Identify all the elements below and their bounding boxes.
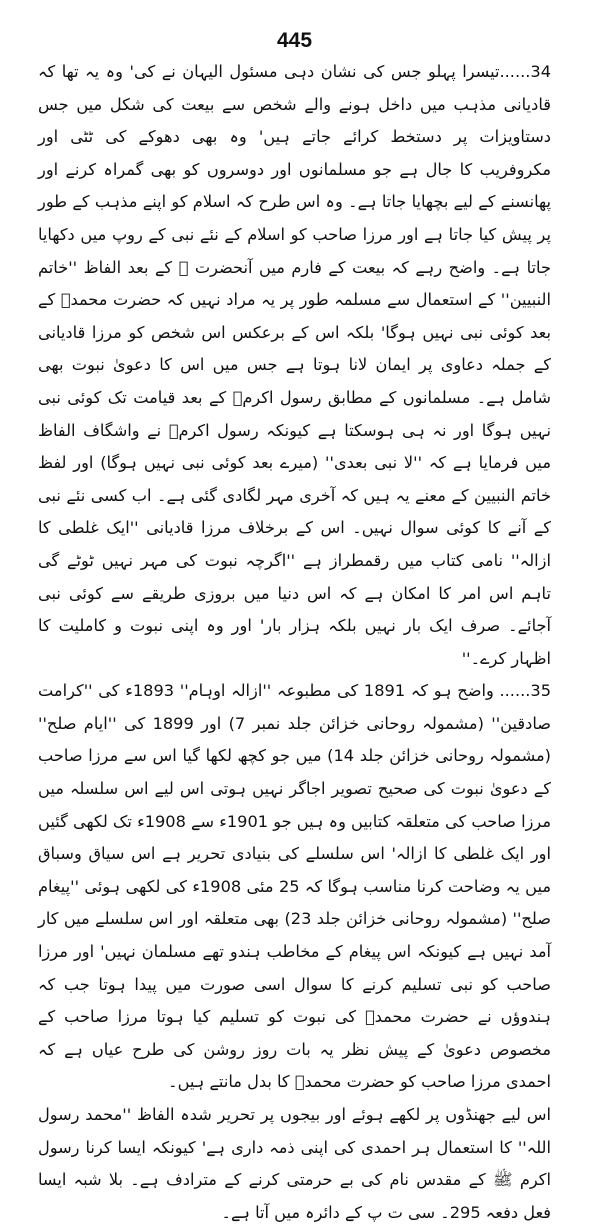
paragraph-34: 34......تیسرا پہلو جس کی نشان دہی مسئول الیہان نے کی' وہ یہ تھا کہ قادیانی مذہب میں داخل ہونے والے شخص سے بیعت کی شکل میں جس دستاویزات پر دستخط کرائے جاتے ہیں' وہ بھی دھوکے کی ٹٹی اور مکروفریب کا جال ہے جو مسلمانوں اور دوسروں کو بھی گمراہ کرنے اور پھانسنے کے لیے بچھایا جاتا ہے۔ وہ اس طرح کہ اسلام کو اپنے مذہب کے طور پر پیش کیا جاتا ہے اور مرزا صاحب کو اسلام کے نئے نبی کے روپ میں دکھایا جاتا ہے۔ واضح رہے کہ بیعت کے فارم میں آنحضرت ﷺ کے بعد الفاظ ''خاتم النبیین'' کے استعمال سے مسلمہ طور پر یہ مراد نہیں کہ حضرت محمدؐ کے بعد کوئی نبی نہیں ہوگا' بلکہ اس کے برعکس اس شخص کو مرزا قادیانی کے جملہ دعاوی پر ایمان لانا ہوتا ہے جس میں اس کا دعویٰ نبوت بھی شامل ہے۔ مسلمانوں کے مطابق رسول اکرمؐ کے بعد قیامت تک کوئی نبی نہیں ہوگا اور نہ ہی ہوسکتا ہے کیونکہ رسول اکرمؐ نے واشگاف الفاظ میں فرمایا ہے کہ ''لا نبی بعدی'' (میرے بعد کوئی نبی نہیں ہوگا) اور لفظ خاتم النبیین کے معنے یہ ہیں کہ آخری مہر لگادی گئی ہے۔ اب کسی نئے نبی کے آنے کا کوئی سوال نہیں۔ اس کے برخلاف مرزا قادیانی ''ایک غلطی کا ازالہ'' نامی کتاب میں رقمطراز ہے ''اگرچہ نبوت کی مہر نہیں ٹوٹے گی تاہم اس امر کا امکان ہے کہ اس دنیا میں بروزی طریقے سے کوئی نبی آجائے۔ صرف ایک بار نہیں بلکہ ہزار بار' اور وہ اپنی نبوت و کاملیت کا اظہار کرے۔'' bbox=[38, 62, 551, 668]
body-text bbox=[38, 56, 551, 1229]
paragraph-35: 35...... واضح ہو کہ 1891 کی مطبوعہ ''ازالہ اوہام'' 1893ء کی ''کرامت صادقین'' (مشمولہ روحانی خزائن جلد نمبر 7) اور 1899 کی ''ایام صلح'' (مشمولہ روحانی خزائن جلد 14) میں جو کچھ لکھا گیا اس سے مرزا صاحب کے دعویٰ نبوت کی صحیح تصویر اجاگر نہیں ہوتی اس لیے اس سلسلہ میں مرزا صاحب کی متعلقہ کتابیں وہ ہیں جو 1901ء سے 1908ء تک لکھی گئیں اور ایک غلطی کا ازالہ' اس سلسلے کی بنیادی تحریر ہے اس سیاق وسباق میں یہ وضاحت کرنا مناسب ہوگا کہ 25 مئی 1908ء کی لکھی ہوئی ''پیغام صلح'' (مشمولہ روحانی خزائن جلد 23) بھی متعلقہ اور اس سلسلے میں کار آمد نہیں ہے کیونکہ اس پیغام کے مخاطب ہندو تھے مسلمان نہیں' اور مرزا صاحب کو نبی تسلیم کرنے کا سوال اسی صورت میں پیدا ہوتا جب کہ ہندوؤں نے حضرت محمدؐ کی نبوت کو تسلیم کیا ہوتا مرزا صاحب کے مخصوص دعویٰ کے پیش نظر یہ بات روز روشن کی طرح عیاں ہے کہ احمدی مرزا صاحب کو حضرت محمدؐ کا بدل مانتے ہیں۔ bbox=[38, 681, 552, 1092]
page-number: 445 bbox=[276, 29, 313, 52]
paragraph-conclusion: اس لیے جھنڈوں پر لکھے ہوئے اور بیجوں پر تحریر شدہ الفاظ ''محمد رسول اللہ'' کا استعمال ہر احمدی کی اپنی ذمہ داری ہے' کیونکہ ایسا کرنا رسول اکرم ﷺ کے مقدس نام کی بے حرمتی کرنے کے مترادف ہے۔ بلا شبہ ایسا فعل دفعہ 295۔ سی ت پ کے دائرہ میں آتا ہے۔ bbox=[38, 1105, 551, 1222]
